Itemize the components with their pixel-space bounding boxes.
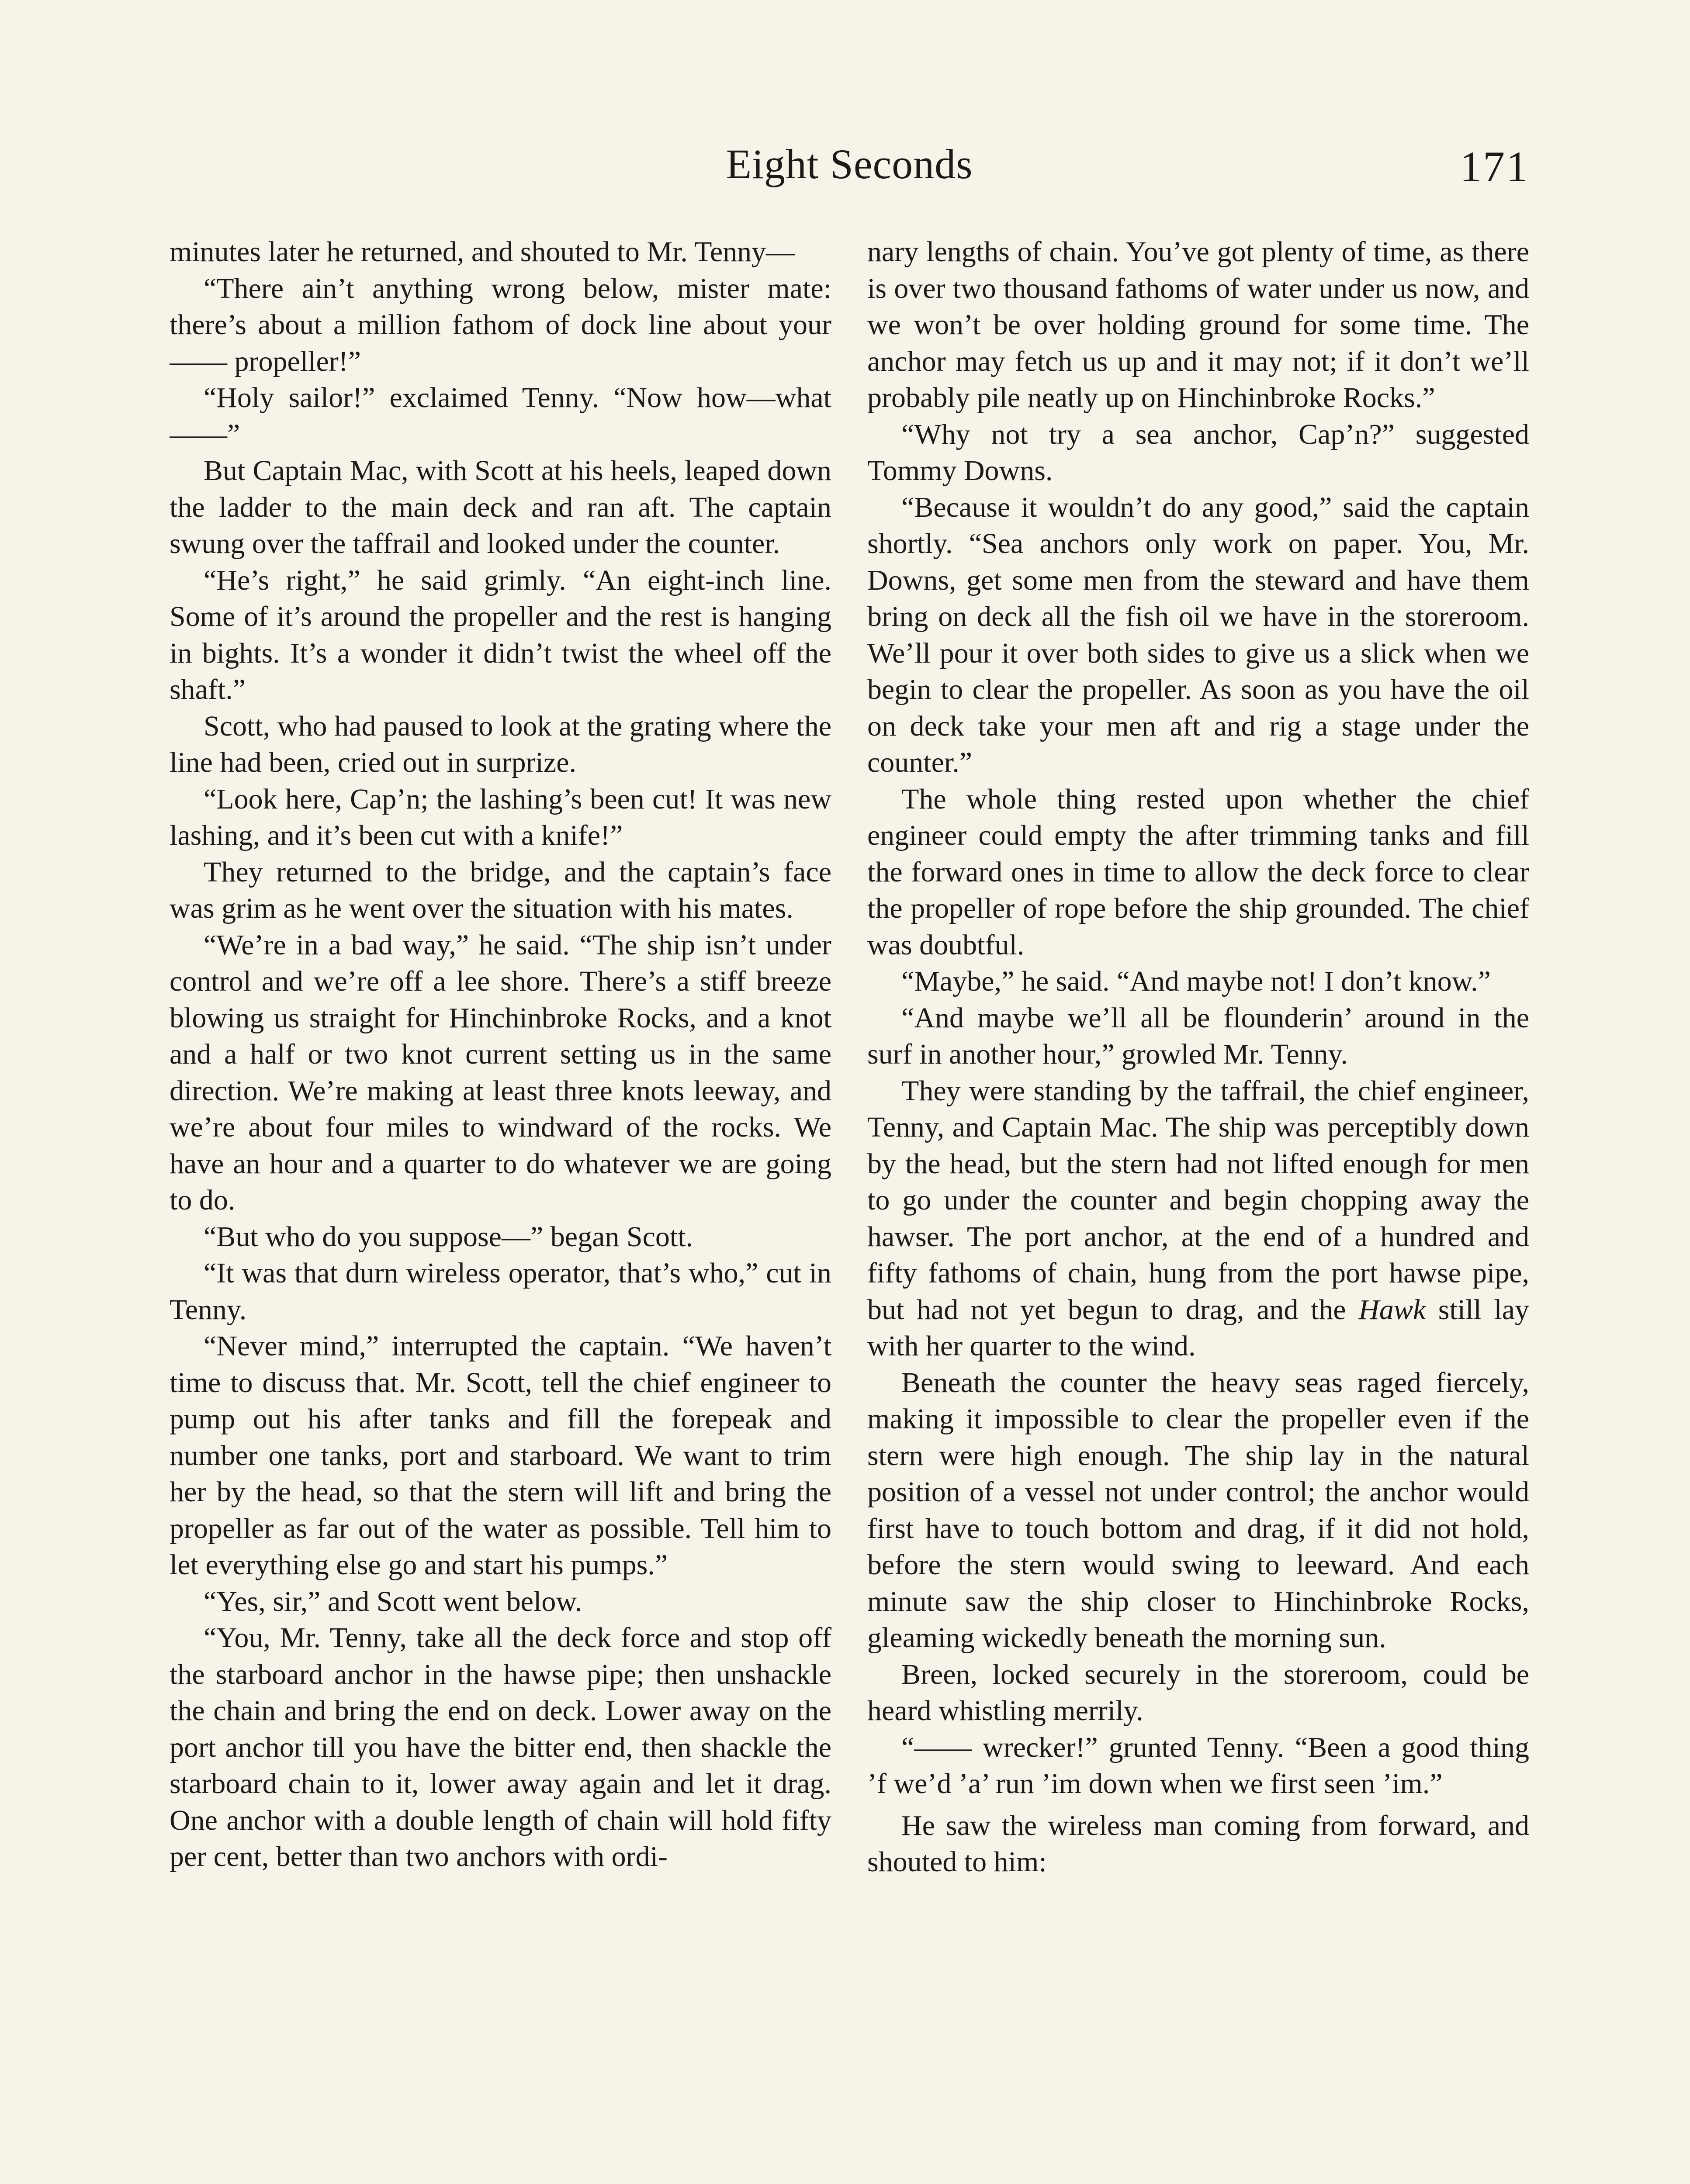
paragraph: “Holy sailor!” exclaimed Tenny. “Now how—what——” (170, 382, 831, 450)
running-header (170, 140, 1529, 201)
text-columns (170, 234, 1529, 2184)
paragraph: “Because it wouldn’t do any good,” said the captain shortly. “Sea anchors only work on paper. You, Mr. Downs, get some men from the steward and have them bring on deck all the fish oil we have in the storeroom. We’ll pour it over both sides to give us a slick when we begin to clear the propeller. As soon as you have the oil on deck take your men aft and rig a stage under the counter.” (867, 491, 1529, 778)
paragraph: “And maybe we’ll all be flounderin’ around in the surf in another hour,” growled Mr. Tenny. (867, 1002, 1529, 1070)
paragraph-text: still lay with her quarter to the wind. (867, 1293, 1529, 1362)
paragraph: Breen, locked securely in the storeroom, could be heard whistling merrily. (867, 1658, 1529, 1727)
ship-name: Hawk (1358, 1293, 1426, 1326)
paragraph: “Yes, sir,” and Scott went below. (204, 1585, 582, 1617)
paragraph: “Look here, Cap’n; the lashing’s been cut! It was new lashing, and it’s been cut with a knife!” (170, 783, 831, 851)
paragraph: “There ain’t anything wrong below, mister mate: there’s about a million fathom of dock line about your —— propeller!” (170, 272, 831, 377)
paragraph: They returned to the bridge, and the captain’s face was grim as he went over the situation with his mates. (170, 856, 831, 924)
paragraph: But Captain Mac, with Scott at his heels, leaped down the ladder to the main deck and ran aft. The captain swung over the taffrail and looked under the counter. (170, 455, 831, 560)
paragraph: “Why not try a sea anchor, Cap’n?” suggested Tommy Downs. (867, 418, 1529, 487)
right-column (867, 234, 1529, 2184)
paragraph-text: They were standing by the taffrail, the chief engineer, Tenny, and Captain Mac. The ship was perceptibly down by the head, but the stern had not lifted enough for men to go under the counter and begin chopping away the hawser. The port anchor, at the end of a hundred and fifty fathoms of chain, hung from the port hawse pipe, but had not yet begun to drag, and the (867, 1075, 1529, 1326)
paragraph: minutes later he returned, and shouted to Mr. Tenny— (170, 236, 795, 268)
paragraph: “But who do you suppose—” began Scott. (204, 1220, 693, 1253)
paragraph: “—— wrecker!” grunted Tenny. “Been a good thing ’f we’d ’a’ run ’im down when we first seen ’im.” (867, 1731, 1529, 1800)
paragraph: Scott, who had paused to look at the grating where the line had been, cried out in surprize. (170, 710, 831, 778)
paragraph: The whole thing rested upon whether the chief engineer could empty the after trimming tanks and fill the forward ones in time to allow the deck force to clear the propeller of rope before the ship grounded. The chief was doubtful. (867, 783, 1529, 961)
paragraph: “Maybe,” he said. “And maybe not! I don’t know.” (901, 965, 1491, 997)
paragraph: He saw the wireless man coming from forward, and shouted to him: (867, 1809, 1529, 1878)
paragraph (867, 1073, 1529, 1365)
running-title: Eight Seconds (726, 141, 973, 187)
left-column (170, 234, 831, 2184)
paragraph: “We’re in a bad way,” he said. “The ship isn’t under control and we’re off a lee shore. There’s a stiff breeze blowing us straight for Hinchinbroke Rocks, and a knot and a half or two knot current setting us in the same direction. We’re making at least three knots leeway, and we’re about four miles to windward of the rocks. We have an hour and a quarter to do whatever we are going to do. (170, 929, 831, 1216)
paragraph: nary lengths of chain. You’ve got plenty of time, as there is over two thousand fathoms of water under us now, and we won’t be over holding ground for some time. The anchor may fetch us up and it may not; if it don’t we’ll probably pile neatly up on Hinchinbroke Rocks.” (867, 236, 1529, 414)
page-number: 171 (1460, 142, 1529, 191)
paragraph: Beneath the counter the heavy seas raged fiercely, making it impossible to clear the propeller even if the stern were high enough. The ship lay in the natural position of a vessel not under control; the anchor would first have to touch bottom and drag, if it did not hold, before the stern would swing to leeward. And each minute saw the ship closer to Hinchinbroke Rocks, gleaming wickedly beneath the morning sun. (867, 1366, 1529, 1654)
paragraph: “It was that durn wireless operator, that’s who,” cut in Tenny. (170, 1257, 831, 1326)
paragraph: “Never mind,” interrupted the captain. “We haven’t time to discuss that. Mr. Scott, tell the chief engineer to pump out his after tanks and fill the forepeak and number one tanks, port and starboard. We want to trim her by the head, so that the stern will lift and bring the propeller as far out of the water as possible. Tell him to let everything else go and start his pumps.” (170, 1330, 831, 1581)
paragraph: “He’s right,” he said grimly. “An eight-inch line. Some of it’s around the propeller and the rest is hanging in bights. It’s a wonder it didn’t twist the wheel off the shaft.” (170, 564, 831, 705)
paragraph: “You, Mr. Tenny, take all the deck force and stop off the starboard anchor in the hawse pipe; then unshackle the chain and bring the end on deck. Lower away on the port anchor till you have the bitter end, then shackle the starboard chain to it, lower away again and let it drag. One anchor with a double length of chain will hold fifty per cent, better than two anchors with ordi- (170, 1622, 831, 1873)
